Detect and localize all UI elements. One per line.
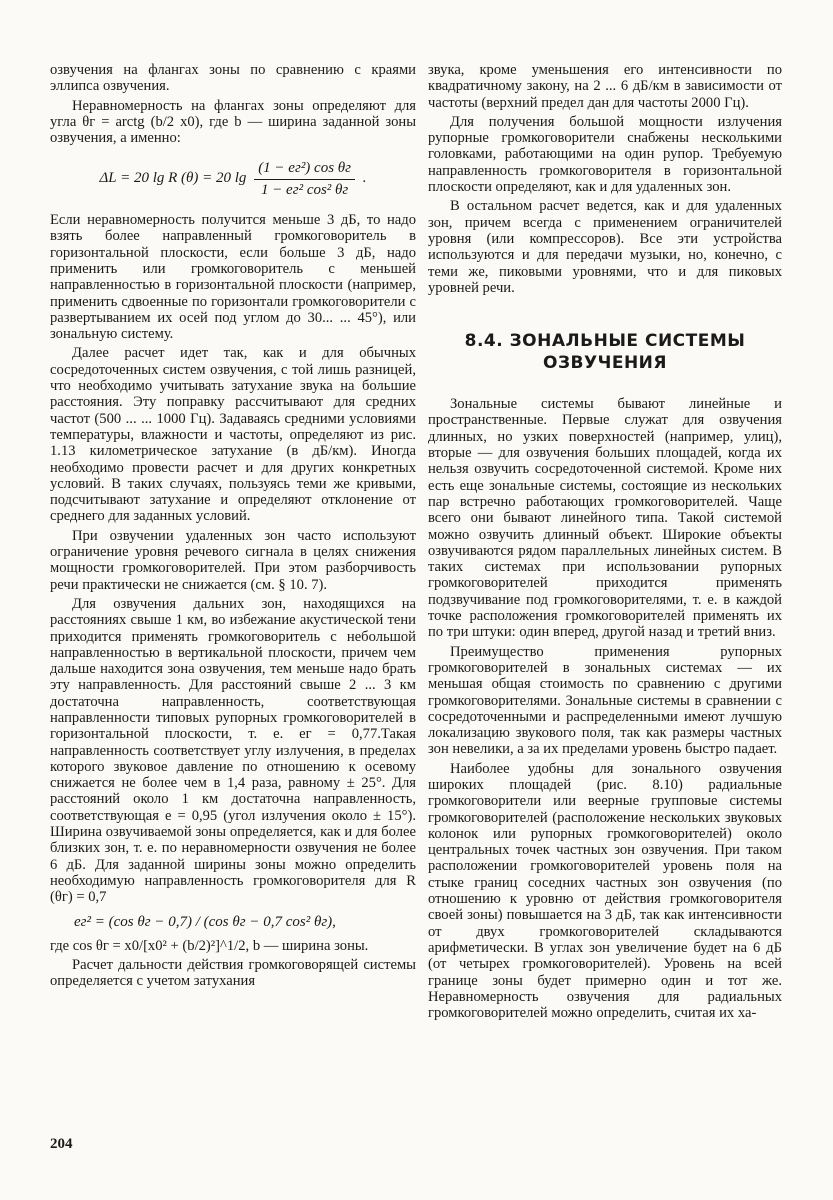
section-heading-line-2: ОЗВУЧЕНИЯ (543, 353, 667, 374)
left-paragraph-6: Для озвучения дальних зон, находящихся на расстояниях свыше 1 км, во избежание акустической тени приходится применять громкоговоритель с небольшой направленностью в вертикальной плоскости, причем чем дальше находится зона озвучения, тем меньше надо брать эту направленность. Для расстояний свыше 2 ... 3 км достаточна направленность, соответствующая направленности типовых рупорных громкоговорителей в горизонтальной плоскости, т. е. eг = 0,77.Такая направленность соответствует углу излучения, в пределах которого звуковое давление по отношению к осевому снижается не более чем в 1,4 раза, равному ± 25°. Для расстояний около 1 км достаточна направленность, соответствующая e = 0,95 (угол излучения около ± 15°). Ширина озвучиваемой зоны определяется, как и для более близких зон, т. е. по неравномерности озвучения не более 6 дБ. Для заданной ширины зоны можно определить необходимую направленность громкоговорителя для R (θг) = 0,7 (50, 595, 416, 906)
formula-delta-l-lhs: ΔL = 20 lg R (θ) = 20 lg (99, 170, 247, 187)
formula-eg: eг² = (cos θг − 0,7) / (cos θг − 0,7 cos² θг), (74, 913, 336, 930)
formula-delta-l-fraction (254, 160, 355, 198)
page-number: 204 (50, 1136, 73, 1152)
formula-delta-l (50, 160, 416, 198)
left-paragraph-3: Если неравномерность получится меньше 3 дБ, то надо взять более направленный громкоговоритель в горизонтальной плоскости, если больше 3 дБ, надо применить или громкоговоритель с меньшей направленностью в горизонтальной плоскости (например, применить сдвоенные по горизонтали громкоговорители с развертыванием их осей под углом до 30... ... 45°), или зональную систему. (50, 212, 416, 343)
left-column (50, 62, 416, 993)
left-paragraph-8: Расчет дальности действия громкоговорящей системы определяется с учетом затухания (50, 957, 416, 990)
right-paragraph-5: Преимущество применения рупорных громкоговорителей в зональных системах — их меньшая общая стоимость по сравнению с другими громкоговорителями. Зональные системы в сравнении с сосредоточенными и распределенными имеют лучшую локализацию звукового поля, так как размеры частных зон невелики, а за их пределами уровень быстро падает. (428, 643, 782, 758)
left-paragraph-7: где cos θг = x0/[x0² + (b/2)²]^1/2, b — ширина зоны. (50, 937, 369, 954)
formula-delta-l-tail: . (362, 170, 367, 187)
formula-delta-l-numerator: (1 − eг²) cos θг (254, 160, 355, 179)
section-heading-line-1: 8.4. ЗОНАЛЬНЫЕ СИСТЕМЫ (464, 331, 746, 352)
left-paragraph-4: Далее расчет идет так, как и для обычных сосредоточенных систем озвучения, с той лишь разницей, что необходимо учитывать затухание звука на большие расстояния. Эту поправку рассчитывают для средних частот (500 ... ... 1000 Гц). Задаваясь средними условиями температуры, влажности и частоты, определяют из рис. 1.13 километрическое затухание (в дБ/км). Иногда необходимо провести расчет и для других конкретных условий. В таких случаях, пользуясь теми же кривыми, подсчитывают затухание и определяют отклонение от среднего для заданных условий. (50, 345, 416, 525)
right-column (428, 62, 782, 1024)
right-paragraph-2: Для получения большой мощности излучения рупорные громкоговорители снабжены несколькими головками, работающими на один рупор. Требуемую направленность громкоговорителя в горизонтальной плоскости определяют, как и для удаленных зон. (428, 113, 782, 196)
right-paragraph-1: звука, кроме уменьшения его интенсивности по квадратичному закону, на 2 ... 6 дБ/км в зависимости от частоты (верхний предел дан для частоты 2000 Гц). (428, 62, 782, 111)
left-paragraph-1: озвучения на флангах зоны по сравнению с краями эллипса озвучения. (50, 62, 416, 95)
right-paragraph-6: Наиболее удобны для зонального озвучения широких площадей (рис. 8.10) радиальные громкоговорители или веерные групповые системы громкоговорителей (расположение нескольких звуковых колонок или рупорных громкоговорителей) около центральных точек частных зон озвучения. При таком расположении громкоговорителей уровень поля на стыке границ соседних частных зон озвучения (по отношению к уровню от действия громкоговорителя своей зоны) повышается на 3 дБ, так как интенсивности от двух громкоговорителей складываются арифметически. В углах зон увеличение будет на 6 дБ (от четырех громкоговорителей). Уровень на всей границе зоны будет примерно один и тот же. Неравномерность озвучения для радиальных громкоговорителей можно определить, считая их ха- (428, 760, 782, 1022)
right-paragraph-4: Зональные системы бывают линейные и пространственные. Первые служат для озвучения длинных, но узких поверхностей (например, улиц), вторые — для озвучения больших площадей, когда их нельзя озвучить сосредоточенной системой. Кроме них есть еще зональные системы, состоящие из нескольких пар встречно работающих громкоговорителей. Чаще всего они бывают линейного типа. Такой системой можно озвучить длинный объект. Широкие объекты озвучиваются рядом параллельных линейных систем. В таких системах при использовании рупорных громкоговорителей приходится применять подзвучивание под громкоговорителями, т. е. в каждой точке расположения громкоговорителей применять их по три штуки: один вперед, другой назад и третий вниз. (428, 396, 782, 641)
formula-delta-l-denominator: 1 − eг² cos² θг (260, 181, 349, 198)
right-paragraph-3: В остальном расчет ведется, как и для удаленных зон, причем всегда с применением ограничителей уровня (или компрессоров). Все эти устройства используются и для передачи музыки, но, конечно, с теми же, пиковыми уровнями, что и для пиковых уровней речи. (428, 198, 782, 296)
section-heading (428, 330, 782, 374)
left-paragraph-2: Неравномерность на флангах зоны определяют для угла θг = arctg (b/2 x0), где b — ширина заданной зоны озвучения, а именно: (50, 97, 416, 147)
left-paragraph-5: При озвучении удаленных зон часто используют ограничение уровня речевого сигнала в целях снижения мощности громкоговорителей. При этом разборчивость речи практически не снижается (см. § 10. 7). (50, 527, 416, 593)
